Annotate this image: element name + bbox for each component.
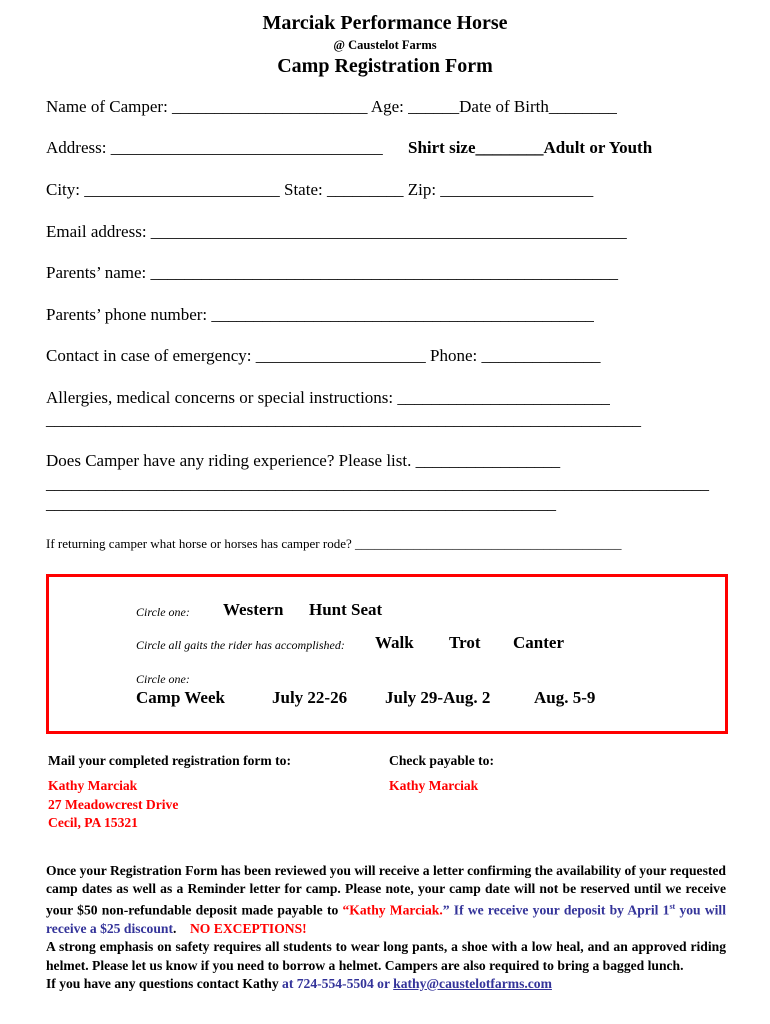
payee-highlight: “Kathy Marciak. (342, 902, 443, 918)
check-label: Check payable to: (389, 753, 494, 768)
option-canter[interactable]: Canter (513, 633, 564, 652)
allergies-line-2[interactable]: ______________________________________________________________________ (46, 410, 641, 429)
option-week-july-29[interactable]: July 29-Aug. 2 (385, 688, 491, 707)
contact-email-link[interactable]: kathy@caustelotfarms.com (393, 975, 552, 991)
riding-line-3[interactable]: ____________________________________________________________ (46, 494, 556, 513)
week-label: Circle one: (136, 672, 190, 686)
name-age-dob-field[interactable]: Name of Camper: _______________________ Age: ______Date of Birth________ (46, 97, 617, 116)
ordinal-suffix: st (669, 902, 676, 912)
mail-city: Cecil, PA 15321 (48, 815, 138, 830)
discount-text-2: you will receive a $25 discount (46, 902, 726, 937)
deposit-text: Once your Registration Form has been reviewed you will receive a letter confirming the availability of your requested camp dates as well as a Reminder letter for camp. Please note, your camp date will not be reserved until we receive your $50 non-refundable deposit made payable to (46, 863, 726, 918)
riding-line-2[interactable]: ______________________________________________________________________________ (46, 474, 709, 493)
email-field[interactable]: Email address: ________________________________________________________ (46, 222, 627, 241)
returning-horse-field[interactable]: If returning camper what horse or horses has camper rode? _________________________________________ (46, 536, 622, 551)
riding-experience-field[interactable]: Does Camper have any riding experience? Please list. _________________ (46, 451, 561, 470)
mail-street: 27 Meadowcrest Drive (48, 797, 179, 812)
option-western[interactable]: Western (223, 600, 284, 619)
camp-week-label: Camp Week (136, 688, 225, 707)
parents-phone-field[interactable]: Parents’ phone number: _____________________________________________ (46, 305, 594, 324)
form-title: Camp Registration Form (277, 55, 493, 77)
instructions-text (46, 862, 726, 993)
option-hunt-seat[interactable]: Hunt Seat (309, 600, 383, 619)
mail-name: Kathy Marciak (48, 778, 138, 793)
contact-text: If you have any questions contact Kathy (46, 975, 283, 991)
check-payee: Kathy Marciak (389, 778, 479, 793)
option-walk[interactable]: Walk (375, 633, 414, 652)
no-exceptions: NO EXCEPTIONS! (189, 921, 307, 937)
contact-phone: at 724-554-5504 or (282, 975, 394, 991)
style-label: Circle one: (136, 605, 190, 619)
options-box (46, 574, 728, 734)
org-subtitle: @ Caustelot Farms (333, 38, 437, 52)
discount-text: ” If we receive your deposit by April 1 (442, 902, 670, 918)
option-week-july-22[interactable]: July 22-26 (272, 688, 348, 707)
option-week-aug-5[interactable]: Aug. 5-9 (534, 688, 596, 707)
city-state-zip-field[interactable]: City: _______________________ State: _________ Zip: __________________ (46, 180, 594, 199)
mail-label: Mail your completed registration form to: (48, 753, 291, 768)
option-trot[interactable]: Trot (449, 633, 481, 652)
safety-text: A strong emphasis on safety requires all students to wear long pants, a shoe with a low heal, and an approved riding helmet. Please let us know if you need to borrow a helmet. Campers are also required to bring a bagged lunch. (46, 939, 726, 973)
address-field[interactable]: Address: ________________________________ (46, 138, 383, 157)
period: . (172, 921, 190, 937)
parents-name-field[interactable]: Parents’ name: _______________________________________________________ (46, 263, 618, 282)
shirt-size-field[interactable]: Shirt size________Adult or Youth (408, 138, 653, 157)
gaits-label: Circle all gaits the rider has accomplished: (136, 638, 345, 652)
emergency-contact-field[interactable]: Contact in case of emergency: ____________________ Phone: ______________ (46, 346, 601, 365)
org-title: Marciak Performance Horse (262, 12, 508, 34)
allergies-field[interactable]: Allergies, medical concerns or special instructions: _________________________ (46, 388, 610, 407)
